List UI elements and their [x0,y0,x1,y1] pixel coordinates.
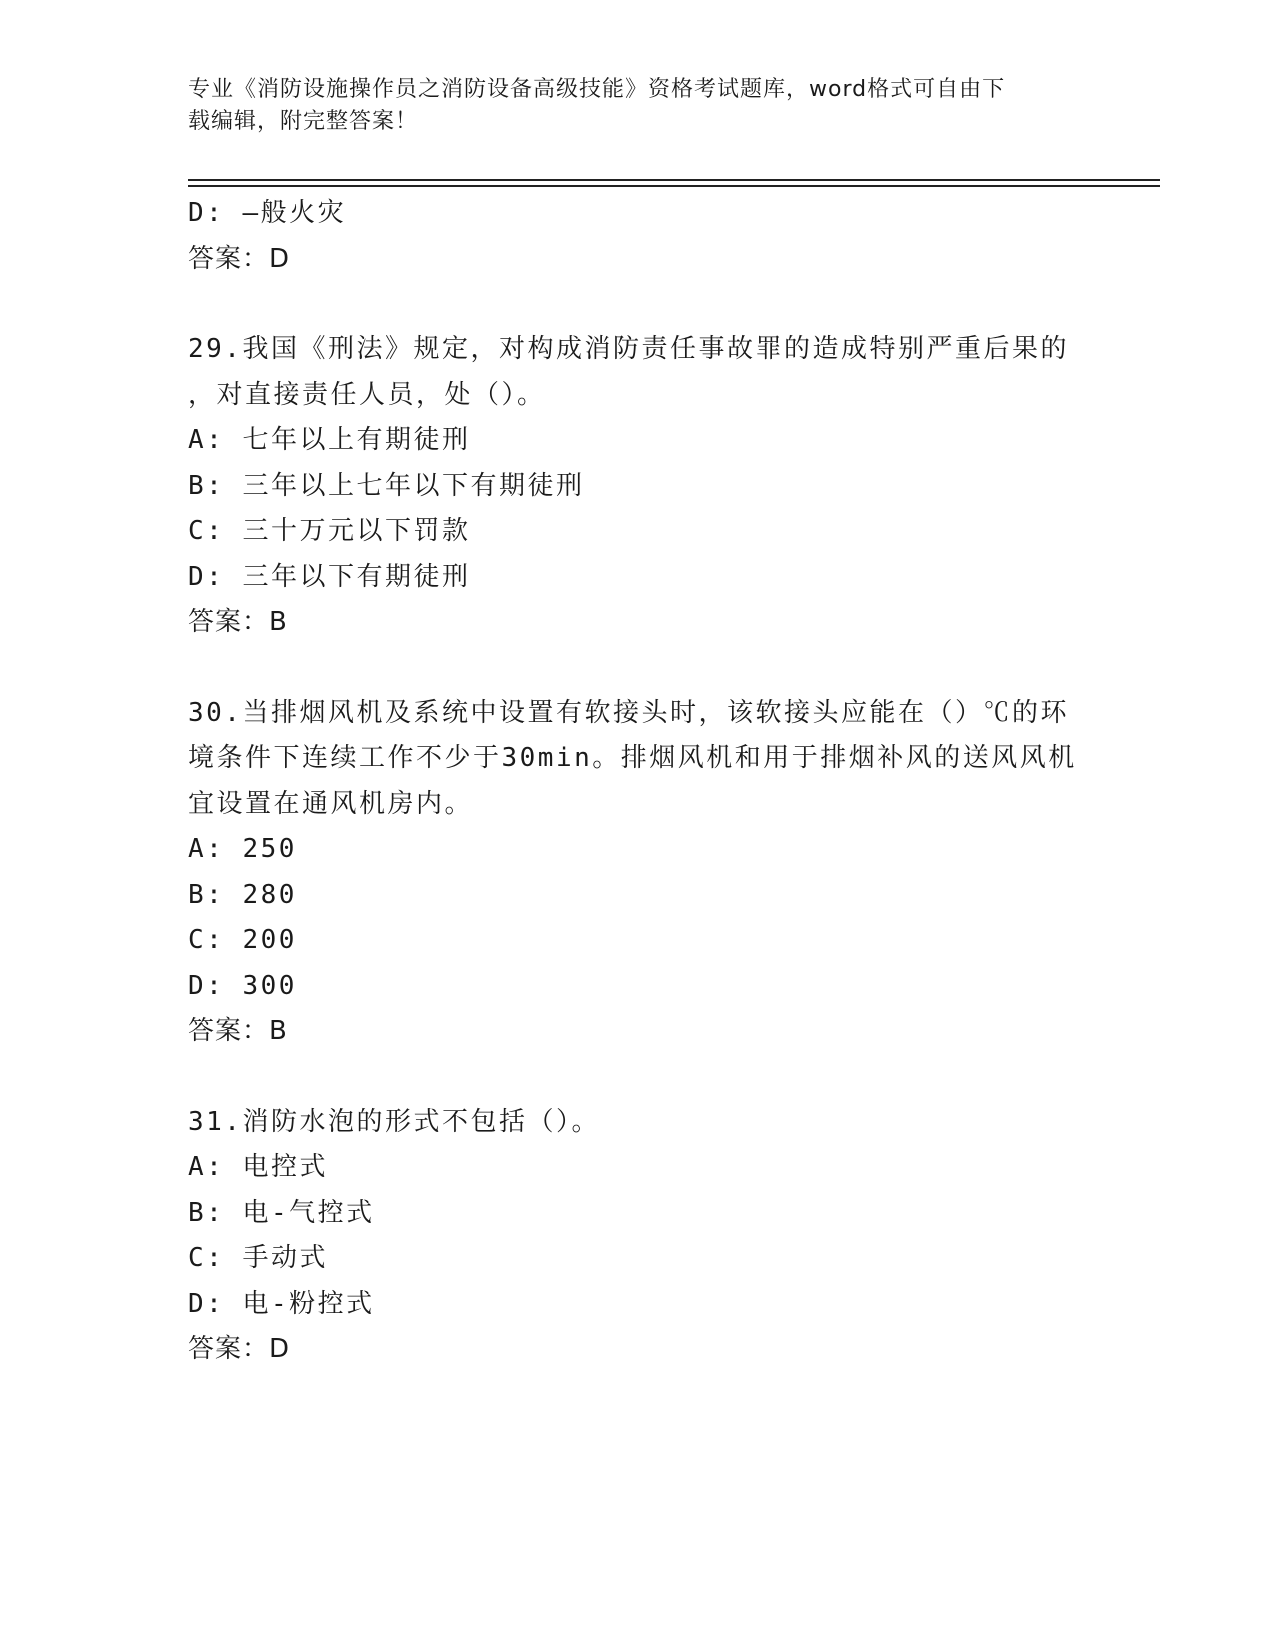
option-a: A: 电控式 [188,1152,328,1182]
header-line-2: 载编辑，附完整答案！ [188,109,419,134]
option-d: D: —般火灾 [188,198,347,228]
question-list [188,191,1088,1373]
option-a: A: 250 [188,834,297,864]
question-29 [188,327,1088,646]
answer-line: 答案：B [188,1016,288,1046]
spacer [188,1055,1088,1100]
question-30 [188,691,1088,1055]
option-a: A: 七年以上有期徒刑 [188,425,471,455]
option-b: B: 三年以上七年以下有期徒刑 [188,470,585,501]
option-d: D: 电-粉控式 [188,1288,375,1319]
header-line-1: 专业《消防设施操作员之消防设备高级技能》资格考试题库，word格式可自由下 [188,77,1006,102]
header-divider-bottom [188,185,1160,187]
question-stem-line: ，对直接责任人员，处（）。 [188,379,546,410]
document-header [188,74,1068,138]
option-b: B: 电-气控式 [188,1197,375,1228]
spacer [188,646,1088,691]
question-stem-line: 29.我国《刑法》规定，对构成消防责任事故罪的造成特别严重后果的 [188,334,1069,364]
question-stem-line: 31.消防水泡的形式不包括（）。 [188,1106,600,1137]
question-stem-line: 宜设置在通风机房内。 [188,788,474,819]
option-c: C: 200 [188,925,297,955]
option-d: D: 三年以下有期徒刑 [188,561,471,592]
option-b: B: 280 [188,879,297,910]
option-d: D: 300 [188,970,297,1001]
answer-line: 答案：D [188,1334,291,1364]
header-divider-top [188,179,1160,181]
option-c: C: 手动式 [188,1243,328,1273]
question-stem-line: 境条件下连续工作不少于30min。排烟风机和用于排烟补风的送风风机 [188,743,1077,773]
answer-line: 答案：D [188,243,291,274]
answer-line: 答案：B [188,607,288,637]
question-31 [188,1100,1088,1373]
question-stem-line: 30.当排烟风机及系统中设置有软接头时，该软接头应能在（）℃的环 [188,697,1069,728]
option-c: C: 三十万元以下罚款 [188,516,471,546]
spacer [188,282,1088,327]
